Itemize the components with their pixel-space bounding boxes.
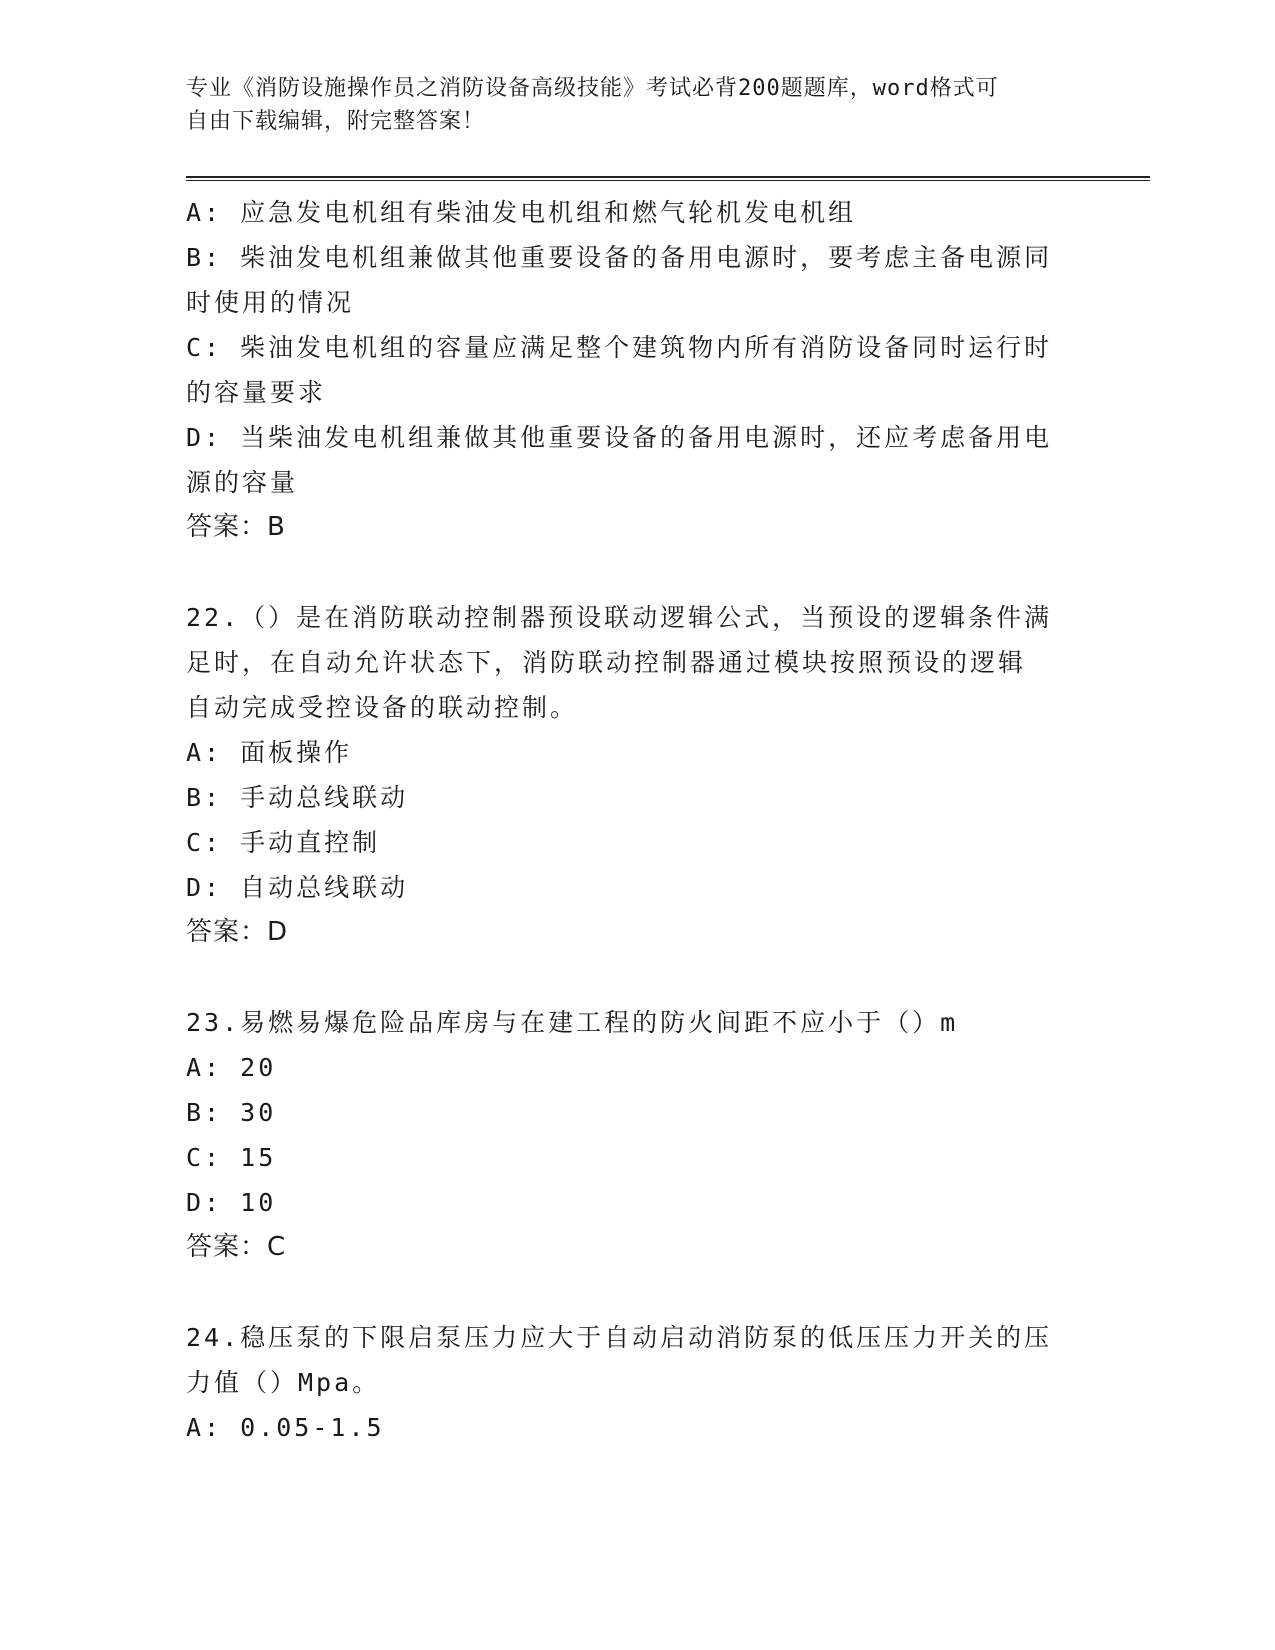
option-d: D: 10 <box>186 1188 277 1217</box>
spacer <box>186 1270 1066 1315</box>
question-stem: 23.易燃易爆危险品库房与在建工程的防火间距不应小于（）m <box>186 1008 959 1037</box>
question-21 <box>186 190 1066 550</box>
option-c-continued: 的容量要求 <box>186 378 327 407</box>
header-title-line-2: 自由下载编辑，附完整答案！ <box>186 109 486 134</box>
answer: 答案：C <box>186 1232 287 1262</box>
question-24 <box>186 1315 1066 1450</box>
question-22 <box>186 595 1066 955</box>
question-stem-continued: 力值（）Mpa。 <box>186 1368 381 1397</box>
option-d-continued: 源的容量 <box>186 468 299 497</box>
option-d: D: 自动总线联动 <box>186 873 409 902</box>
question-stem: 24.稳压泵的下限启泵压力应大于自动启动消防泵的低压压力开关的压 <box>186 1323 1053 1352</box>
option-a: A: 20 <box>186 1053 277 1082</box>
answer: 答案：D <box>186 917 289 947</box>
header-title-line-1: 专业《消防设施操作员之消防设备高级技能》考试必背200题题库，word格式可 <box>186 76 999 101</box>
question-list <box>186 190 1066 1450</box>
spacer <box>186 550 1066 595</box>
question-23 <box>186 1000 1066 1270</box>
option-a: A: 0.05-1.5 <box>186 1413 385 1442</box>
option-b-continued: 时使用的情况 <box>186 288 355 317</box>
answer: 答案：B <box>186 512 286 542</box>
question-stem-continued: 足时，在自动允许状态下，消防联动控制器通过模块按照预设的逻辑 <box>186 648 1027 677</box>
option-c: C: 柴油发电机组的容量应满足整个建筑物内所有消防设备同时运行时 <box>186 333 1053 362</box>
option-b: B: 手动总线联动 <box>186 783 409 812</box>
option-d: D: 当柴油发电机组兼做其他重要设备的备用电源时，还应考虑备用电 <box>186 423 1053 452</box>
option-c: C: 15 <box>186 1143 277 1172</box>
option-b: B: 柴油发电机组兼做其他重要设备的备用电源时，要考虑主备电源同 <box>186 243 1053 272</box>
option-a: A: 面板操作 <box>186 738 353 767</box>
option-a: A: 应急发电机组有柴油发电机组和燃气轮机发电机组 <box>186 198 857 227</box>
option-b: B: 30 <box>186 1098 277 1127</box>
question-stem: 22.（）是在消防联动控制器预设联动逻辑公式，当预设的逻辑条件满 <box>186 603 1053 632</box>
option-c: C: 手动直控制 <box>186 828 381 857</box>
header-divider <box>186 176 1150 181</box>
question-stem-continued: 自动完成受控设备的联动控制。 <box>186 693 579 722</box>
document-header <box>186 72 1066 138</box>
spacer <box>186 955 1066 1000</box>
